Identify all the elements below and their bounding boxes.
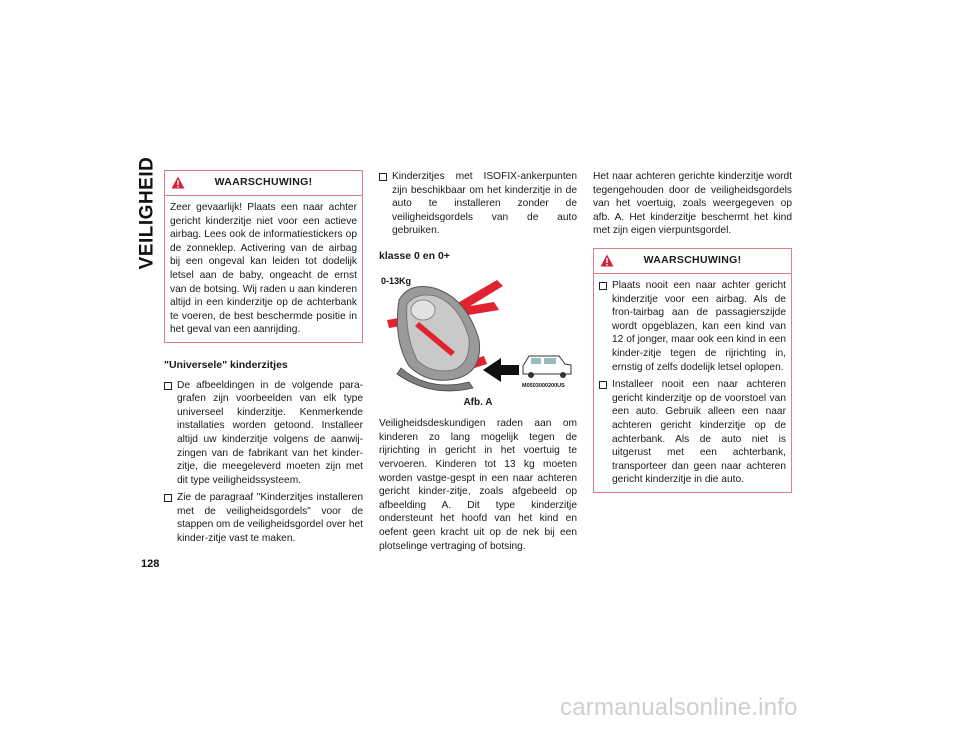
warning-title: WAARSCHUWING!: [214, 176, 313, 189]
checkbox-bullet-icon: [164, 382, 172, 390]
warning-box-2: [593, 248, 792, 493]
list-item: Kinderzitjes met ISOFIX-ankerpunten zijn beschikbaar om het kinderzitje in de auto te installeren zonder de veiligheidsgordels van de auto gebruiken.: [379, 170, 577, 238]
universal-heading: "Universele" kinderzitjes: [164, 358, 288, 371]
list-item: Plaats nooit een naar achter gericht kinderzitje voor een airbag. Als de fron-tairbag aan de passagierszijde wordt opgeblazen, kan een kind van 12 of jonger, maar ook een kind in een kinder-zitje tegen de rijrichting in, ernstig of zelfs dodelijk letsel oplopen.: [599, 279, 786, 374]
isofix-bullet-list: [379, 170, 577, 238]
car-icon: [523, 356, 571, 378]
list-item: Zie de paragraaf "Kinderzitjes installeren met de veiligheidsgordels" voor de stappen om de veiligheidsgordel over het kinder-zitje vast te maken.: [164, 491, 363, 545]
weight-label: 0-13Kg: [381, 275, 412, 286]
column-2: [379, 170, 577, 553]
list-item: De afbeeldingen in de volgende para-grafen zijn voorbeelden van elk type universeel kinderzitje. Kenmerkende installaties worden getoond. Installeer altijd uw kinderzitje volgens de aanwij-zingen van de fabrikant van het kinder-zitje, die meegeleverd moeten zijn met dit type veiligheidssysteem.: [164, 379, 363, 488]
rear-facing-text: Het naar achteren gerichte kinderzitje wordt tegengehouden door de veiligheidsgordels van het voertuig, zoals weergegeven op afb. A. Het kinderzitje beschermt het kind met zijn eigen vierpuntsgordel.: [593, 171, 792, 237]
warning-title: WAARSCHUWING!: [643, 254, 742, 267]
universal-bullet-list: [164, 379, 363, 546]
column-1: [164, 170, 363, 550]
figure-a: [379, 270, 577, 395]
child-seat-illustration: [379, 270, 577, 395]
warning-header: [594, 249, 791, 274]
warning-text: Zeer gevaarlijk! Plaats een naar achter gericht kinderzitje niet voor een actieve airbag. Lees ook de informatiestickers op de zonneklep. Activering van de airbag bij een ongeval kan leiden tot dodelijk letsel aan de baby, ongeacht de ernst van de botsing. Wij raden u aan kinderen altijd in een kinderzitje op de achterbank te voeren, de best beschermde positie in het geval van een aanrijding.: [170, 202, 357, 336]
checkbox-bullet-icon: [164, 494, 172, 502]
section-tab: [136, 156, 158, 270]
class-text: Veiligheidsdeskundigen raden aan om kinderen zo lang mogelijk tegen de rijrichting in gericht in het voertuig te vervoeren. Kinderen tot 13 kg moeten worden vastge-gespt in een naar achteren gericht kinder-zitje, zoals afgebeeld op afbeelding A. Dit type kinderzitje ondersteunt het hoofd van het kind en oefent geen kracht uit op de nek bij een plotselinge vertraging of botsing.: [379, 418, 577, 552]
warning-bullet-list: [599, 279, 786, 487]
checkbox-bullet-icon: [599, 282, 607, 290]
section-tab-label: VEILIGHEID: [136, 156, 157, 270]
page-number: 128: [141, 558, 160, 570]
warning-triangle-icon: [600, 254, 614, 267]
warning-box-1: [164, 170, 363, 343]
checkbox-bullet-icon: [379, 173, 387, 181]
warning-header: [165, 171, 362, 196]
checkbox-bullet-icon: [599, 381, 607, 389]
column-3: [593, 170, 792, 493]
warning-triangle-icon: [171, 176, 185, 189]
figure-caption: Afb. A: [463, 396, 493, 408]
watermark: carmanualsonline.info: [560, 694, 798, 721]
figure-code: M0503000200US: [522, 382, 565, 389]
list-item: Installeer nooit een naar achteren gericht kinderzitje op de voorstoel van een auto. Gebruik alleen een naar achteren gericht kinderzitje op de achterbank. Als de auto niet is uitgerust met een achterbank, transporteer dan geen naar achteren gericht kinderzitje in die auto.: [599, 378, 786, 487]
class-heading: klasse 0 en 0+: [379, 249, 450, 262]
